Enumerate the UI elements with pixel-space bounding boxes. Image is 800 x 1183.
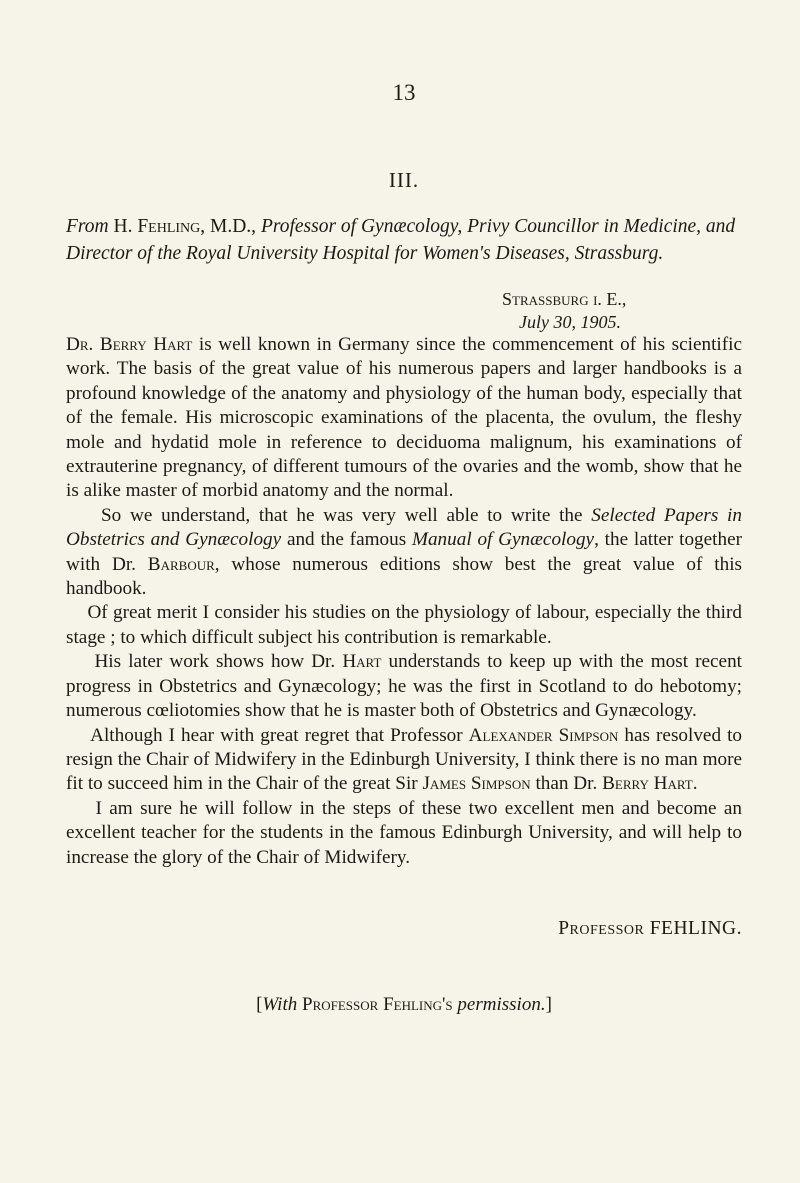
name-hart: Hart <box>342 651 382 673</box>
note-with: With <box>262 994 298 1015</box>
book-title-manual: Manual of Gynæcology <box>411 529 595 551</box>
signature: Professor FEHLING. <box>558 918 742 939</box>
name-alexander-simpson: Alexander Simpson <box>468 724 619 746</box>
paragraph-2-c: , the latter together with Dr. <box>66 529 742 575</box>
paragraph-5-a: Although I hear with great regret that Professor <box>90 724 469 746</box>
letter-body <box>66 333 742 870</box>
paragraph-6 <box>66 797 742 870</box>
paragraph-6-text: I am sure he will follow in the steps of these two excellent men and become an excellent teacher for the students in the famous Edinburgh University, and will help to increase the glory of the Chair of Midwifery. <box>66 797 742 868</box>
section-heading: III. <box>388 168 420 192</box>
paragraph-3-text: Of great merit I consider his studies on the physiology of labour, especially the third stage ; to which difficult subject his contribution is remarkable. <box>66 602 742 648</box>
name-james-simpson: James Simpson <box>422 773 531 795</box>
document-page <box>66 0 742 1183</box>
attribution-from: From <box>66 216 109 237</box>
letter-attribution <box>66 213 742 267</box>
permission-note <box>66 994 742 1016</box>
dateline-date: July 30, 1905. <box>519 312 621 332</box>
paragraph-1 <box>66 333 742 504</box>
page-number: 13 <box>392 80 416 105</box>
paragraph-2 <box>66 504 742 602</box>
name-berry-hart: Dr. Berry Hart <box>66 334 193 355</box>
dateline-place: Strassburg i. E., <box>502 289 627 309</box>
bracket-close: ] <box>545 994 552 1015</box>
paragraph-1-text: is well known in Germany since the commencement of his scientific work. The basis of the great value of his numerous papers and larger handbooks is a profound knowledge of the anatomy and physiology of the human body, especially that of the female. His microscopic examinations of the placenta, the ovulum, the fleshy mole and hydatid mole in reference to deciduoma malignum, his examinations of extrauterine pregnancy, of different tumours of the ovaries and the womb, show that he is alike master of morbid anatomy and the normal. <box>66 334 742 502</box>
paragraph-5-c: than Dr. <box>530 773 603 795</box>
paragraph-4-b: understands to keep up with the most recent progress in Obstetrics and Gynæcology; he was the first in Scotland to do hebotomy; numerous cœliotomies show that he is master both of Obstetrics and Gynæcology. <box>66 651 743 722</box>
paragraph-4 <box>66 650 742 723</box>
paragraph-2-d: , whose numerous editions show best the great value of this handbook. <box>66 553 742 600</box>
note-permission: permission. <box>457 994 546 1015</box>
paragraph-3 <box>66 601 742 650</box>
note-name: Professor Fehling's <box>297 994 458 1015</box>
name-berry-hart-2: Berry Hart <box>602 773 693 795</box>
paragraph-5-b: has resolved to resign the Chair of Midwifery in the Edinburgh University, I think there is no man more fit to succeed him in the Chair of the great Sir <box>66 724 742 795</box>
paragraph-5 <box>66 724 742 797</box>
bracket-open: [ <box>256 994 263 1015</box>
attribution-title: Professor of Gynæcology, Privy Councillor in Medicine, and Director of the Royal University Hospital for Women's Diseases, Strassburg. <box>66 216 736 264</box>
attribution-author: H. Fehling, M.D., <box>113 216 257 237</box>
name-barbour: Barbour <box>147 553 215 575</box>
paragraph-4-a: His later work shows how Dr. <box>94 651 343 673</box>
dateline <box>502 288 742 334</box>
paragraph-2-a: So we understand, that he was very well able to write the <box>101 504 592 526</box>
book-title-selected-papers: Selected Papers in Obstetrics and Gynæcology <box>66 504 742 551</box>
paragraph-5-d: . <box>692 773 698 795</box>
paragraph-2-b: and the famous <box>281 529 412 551</box>
